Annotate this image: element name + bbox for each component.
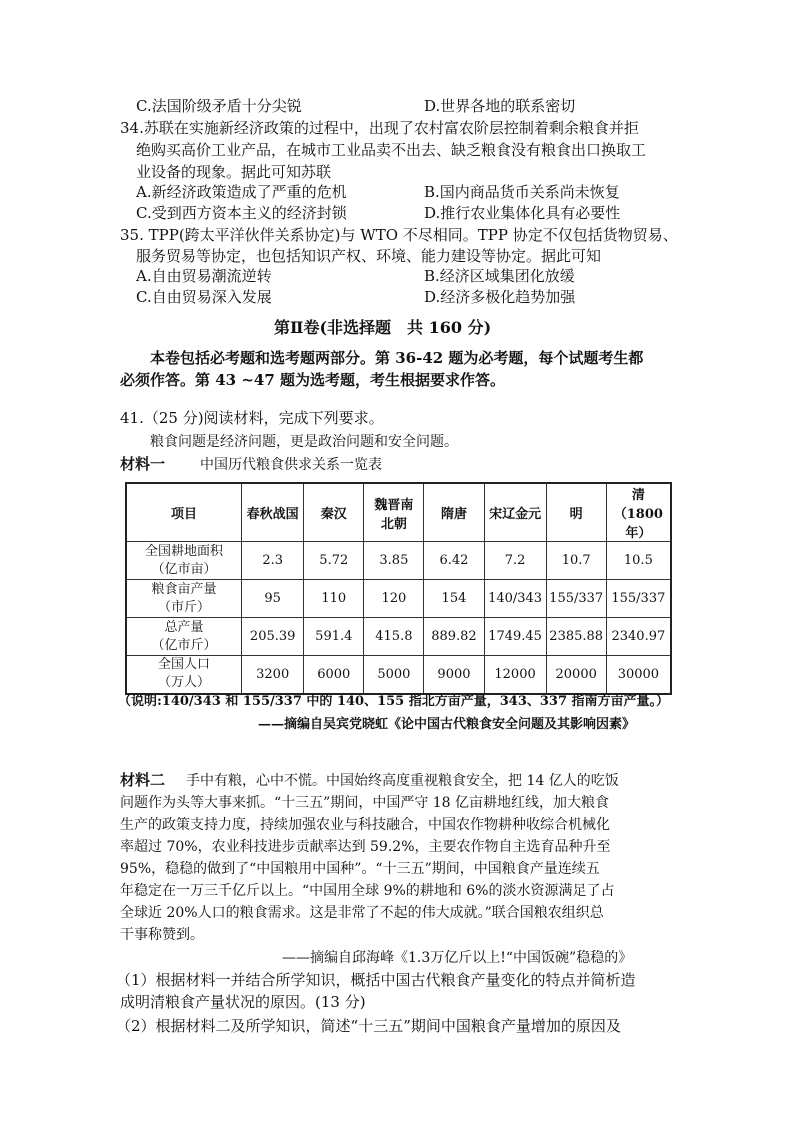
table-cell: 110 bbox=[304, 580, 364, 618]
q33-option-c: C.法国阶级矛盾十分尖锐 bbox=[136, 97, 302, 115]
table-header-cell: 清 （1800 年） bbox=[606, 483, 671, 542]
row-label: 粮食亩产量 （市斤） bbox=[126, 580, 242, 618]
q35-option-b: B.经济区域集团化放缓 bbox=[424, 267, 575, 285]
table-cell: 10.5 bbox=[606, 542, 671, 580]
table-note: （说明:140/343 和 155/337 中的 140、155 指北方亩产量，343、337 指南方亩产量。） bbox=[118, 694, 670, 709]
row-label: 全国人口 （万人） bbox=[126, 656, 242, 694]
table-cell: 155/337 bbox=[606, 580, 671, 618]
table-row-total-output bbox=[126, 618, 671, 656]
row-label: 总产量 （亿市斤） bbox=[126, 618, 242, 656]
table-row-population bbox=[126, 656, 671, 694]
table-cell: 3200 bbox=[242, 656, 304, 694]
table-cell: 415.8 bbox=[364, 618, 424, 656]
table-cell: 2385.88 bbox=[546, 618, 606, 656]
material-1-label: 材料一 bbox=[120, 455, 166, 473]
table-cell: 7.2 bbox=[484, 542, 546, 580]
table-source: ——摘编自吴宾党晓虹《论中国古代粮食安全问题及其影响因素》 bbox=[258, 717, 636, 732]
table-header-cell: 魏晋南 北朝 bbox=[364, 483, 424, 542]
table-row-yield bbox=[126, 580, 671, 618]
q34-stem-line-2: 绝购买高价工业产品，在城市工业品卖不出去、缺乏粮食没有粮食出口换取工 bbox=[136, 141, 647, 159]
section-title: 第Ⅱ卷(非选择题 共 160 分) bbox=[274, 318, 492, 337]
material-2-line-1: 手中有粮，心中不慌。中国始终高度重视粮食安全，把 14 亿人的吃饭 bbox=[186, 773, 619, 789]
table-cell: 591.4 bbox=[304, 618, 364, 656]
table-header-cell: 秦汉 bbox=[304, 483, 364, 542]
q34-stem-line-1: 34.苏联在实施新经济政策的过程中，出现了农村富农阶层控制着剩余粮食并拒 bbox=[120, 119, 639, 137]
table-cell: 95 bbox=[242, 580, 304, 618]
material-2-line-7: 全球近 20%人口的粮食需求。这是非常了不起的伟大成就。”联合国粮农组织总 bbox=[120, 905, 604, 921]
subquestion-1-line-1: （1）根据材料一并结合所学知识，概括中国古代粮食产量变化的特点并简析造 bbox=[116, 971, 636, 989]
table-cell: 140/343 bbox=[484, 580, 546, 618]
q35-stem-line-2: 服务贸易等协定，也包括知识产权、环境、能力建设等协定。据此可知 bbox=[136, 247, 602, 265]
table-cell: 2.3 bbox=[242, 542, 304, 580]
material-2-line-3: 生产的政策支持力度，持续加强农业与科技融合，中国农作物耕种收综合机械化 bbox=[120, 817, 610, 833]
table-cell: 10.7 bbox=[546, 542, 606, 580]
q35-option-c: C.自由贸易深入发展 bbox=[136, 288, 272, 306]
q41-heading: 41.（25 分)阅读材料，完成下列要求。 bbox=[120, 409, 384, 427]
table-header-cell: 隋唐 bbox=[424, 483, 484, 542]
table-header-row bbox=[126, 483, 671, 542]
section-intro-line-2: 必须作答。第 43 ~47 题为选考题，考生根据要求作答。 bbox=[120, 371, 505, 389]
table-cell: 3.85 bbox=[364, 542, 424, 580]
material-1-title: 中国历代粮食供求关系一览表 bbox=[200, 457, 382, 473]
material-2-line-2: 问题作为头等大事来抓。“十三五”期间，中国严守 18 亿亩耕地红线，加大粮食 bbox=[120, 795, 610, 811]
table-cell: 30000 bbox=[606, 656, 671, 694]
table-cell: 5.72 bbox=[304, 542, 364, 580]
table-header-cell: 春秋战国 bbox=[242, 483, 304, 542]
material-2-line-5: 95%，稳稳的做到了“中国粮用中国种”。“十三五”期间，中国粮食产量连续五 bbox=[120, 861, 600, 877]
q34-option-b: B.国内商品货币关系尚未恢复 bbox=[424, 183, 620, 201]
table-cell: 1749.45 bbox=[484, 618, 546, 656]
table-header-cell: 宋辽金元 bbox=[484, 483, 546, 542]
section-intro-line-1: 本卷包括必考题和选考题两部分。第 36-42 题为必考题，每个试题考生都 bbox=[150, 349, 644, 367]
subquestion-2-line-1: （2）根据材料二及所学知识，简述“十三五”期间中国粮食产量增加的原因及 bbox=[116, 1017, 621, 1035]
table-cell: 889.82 bbox=[424, 618, 484, 656]
q34-stem-line-3: 业设备的现象。据此可知苏联 bbox=[136, 163, 332, 181]
table-row-farmland bbox=[126, 542, 671, 580]
table-cell: 5000 bbox=[364, 656, 424, 694]
q34-option-a: A.新经济政策造成了严重的危机 bbox=[136, 183, 347, 201]
material-2-line-6: 年稳定在一万三千亿斤以上。“中国用全球 9%的耕地和 6%的淡水资源满足了占 bbox=[120, 883, 615, 899]
table-header-cell: 项目 bbox=[126, 483, 242, 542]
table-cell: 205.39 bbox=[242, 618, 304, 656]
q35-option-a: A.自由贸易潮流逆转 bbox=[136, 267, 272, 285]
grain-supply-table bbox=[125, 482, 672, 695]
table-cell: 20000 bbox=[546, 656, 606, 694]
q41-lead: 粮食问题是经济问题，更是政治问题和安全问题。 bbox=[150, 434, 458, 450]
table-cell: 9000 bbox=[424, 656, 484, 694]
table-cell: 2340.97 bbox=[606, 618, 671, 656]
row-label: 全国耕地面积 （亿市亩） bbox=[126, 542, 242, 580]
table-cell: 154 bbox=[424, 580, 484, 618]
table-cell: 6000 bbox=[304, 656, 364, 694]
table-cell: 12000 bbox=[484, 656, 546, 694]
q33-option-d: D.世界各地的联系密切 bbox=[424, 97, 576, 115]
q34-option-c: C.受到西方资本主义的经济封锁 bbox=[136, 204, 347, 222]
material-2-line-8: 干事称赞到。 bbox=[120, 927, 204, 943]
table-header-cell: 明 bbox=[546, 483, 606, 542]
q34-option-d: D.推行农业集体化具有必要性 bbox=[424, 204, 621, 222]
table-cell: 120 bbox=[364, 580, 424, 618]
table-cell: 6.42 bbox=[424, 542, 484, 580]
material-2-label: 材料二 bbox=[120, 771, 166, 789]
table-cell: 155/337 bbox=[546, 580, 606, 618]
q35-stem-line-1: 35. TPP(跨太平洋伙伴关系协定)与 WTO 不尽相同。TPP 协定不仅包括货物贸易、 bbox=[120, 226, 678, 244]
material-2-source: ——摘编自邱海峰《1.3万亿斤以上!“中国饭碗”稳稳的》 bbox=[282, 950, 633, 966]
subquestion-1-line-2: 成明清粮食产量状况的原因。(13 分) bbox=[120, 993, 366, 1011]
material-2-line-4: 率超过 70%，农业科技进步贡献率达到 59.2%，主要农作物自主选育品种升至 bbox=[120, 839, 611, 855]
q35-option-d: D.经济多极化趋势加强 bbox=[424, 288, 576, 306]
